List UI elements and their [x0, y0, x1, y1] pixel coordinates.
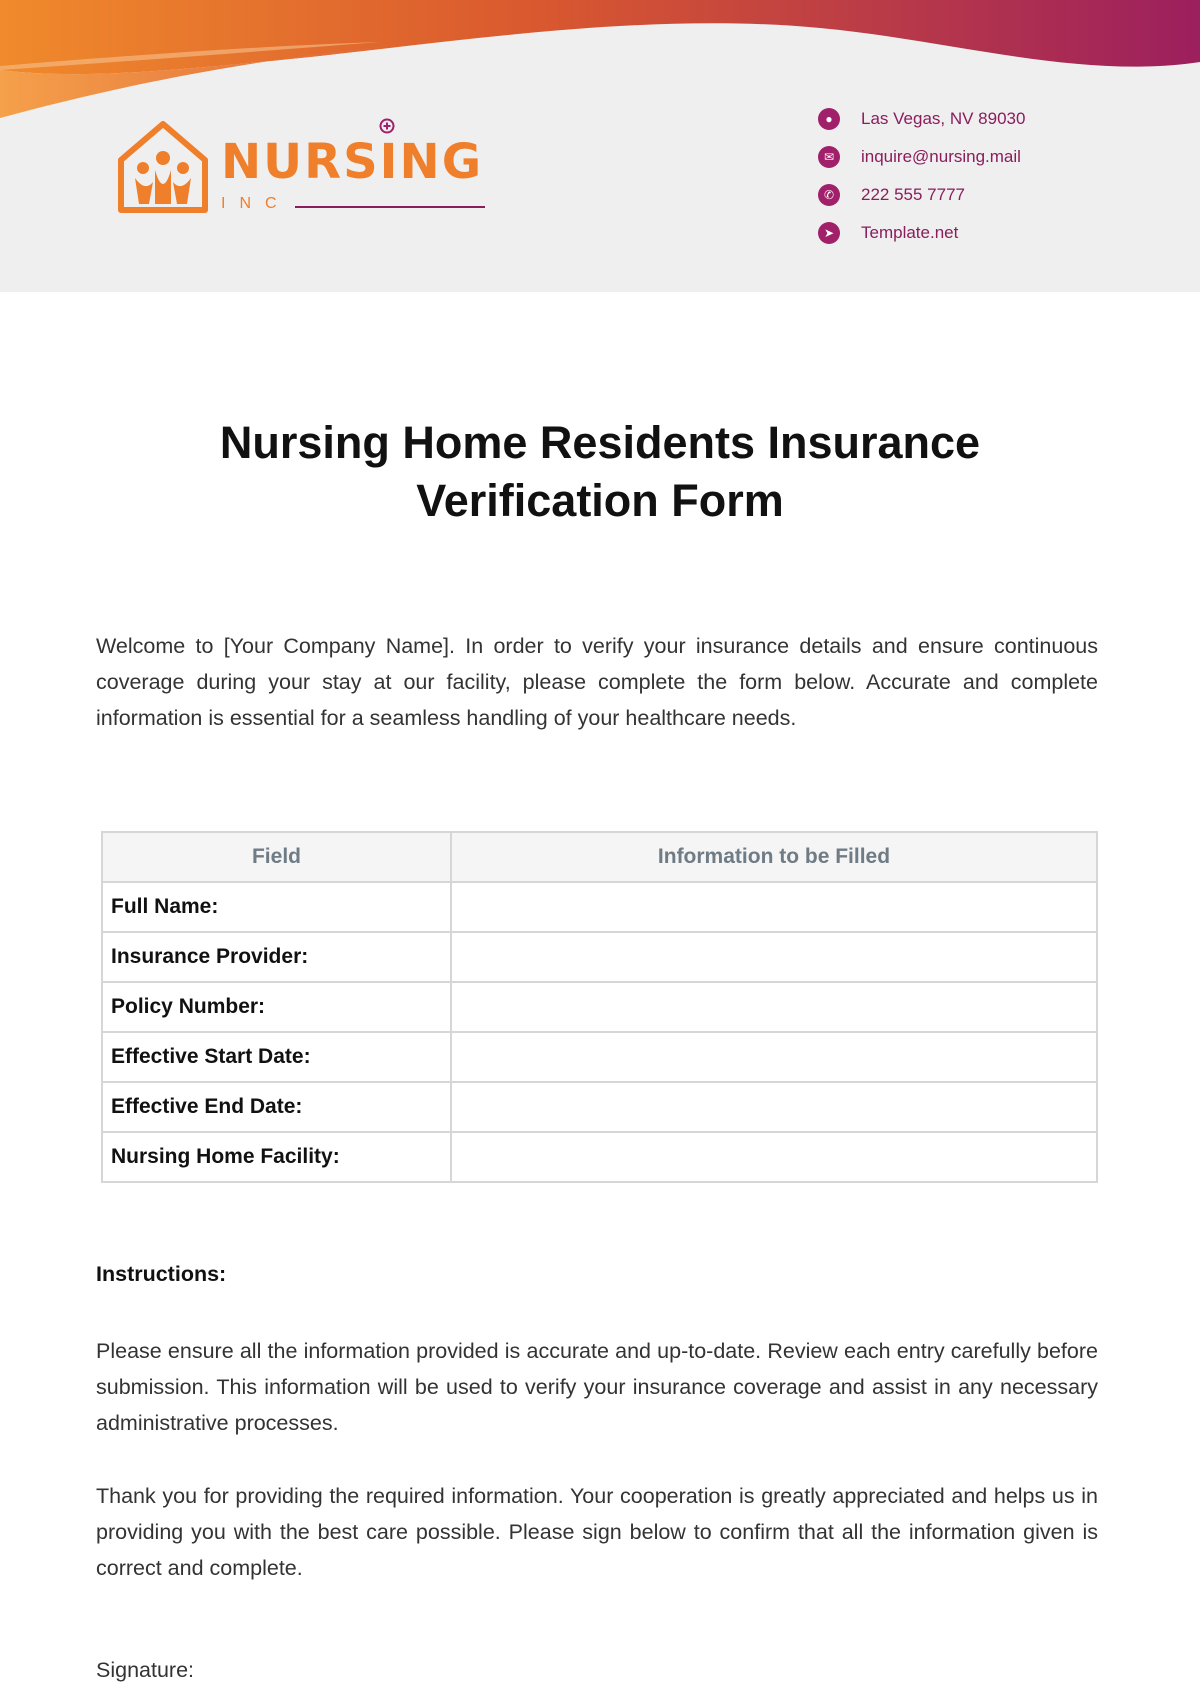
effective-end-date-field[interactable]	[451, 1082, 1097, 1132]
cursor-icon: ➤	[818, 222, 840, 244]
contact-phone-text[interactable]: 222 555 7777	[861, 185, 965, 204]
location-pin-icon: ●	[818, 108, 840, 130]
table-row	[102, 932, 1097, 982]
medical-plus-icon	[379, 118, 395, 134]
logo-subtitle: INC	[221, 195, 291, 212]
letterhead	[0, 0, 1200, 292]
logo-wordmark: NURSING	[221, 134, 484, 190]
table-row	[102, 1082, 1097, 1132]
logo-underline	[295, 206, 485, 208]
field-label-full-name: Full Name:	[102, 882, 451, 932]
table-row	[102, 1032, 1097, 1082]
verification-table	[101, 831, 1098, 1183]
contact-address	[818, 106, 1158, 144]
instructions-heading: Instructions:	[96, 1262, 227, 1286]
page-title: Nursing Home Residents Insurance Verification Form	[219, 417, 981, 526]
field-label-effective-end-date: Effective End Date:	[102, 1082, 451, 1132]
full-name-field[interactable]	[451, 882, 1097, 932]
contact-website-text[interactable]: Template.net	[861, 223, 959, 242]
company-logo	[115, 118, 495, 218]
contact-address-text: Las Vegas, NV 89030	[861, 109, 1026, 128]
contact-phone[interactable]	[818, 182, 1158, 220]
column-header-field: Field	[102, 832, 451, 882]
field-label-policy-number: Policy Number:	[102, 982, 451, 1032]
table-row	[102, 982, 1097, 1032]
contact-email-text[interactable]: inquire@nursing.mail	[861, 147, 1021, 166]
nursing-home-facility-field[interactable]	[451, 1132, 1097, 1182]
signature-label: Signature:	[96, 1658, 195, 1682]
table-row	[102, 1132, 1097, 1182]
effective-start-date-field[interactable]	[451, 1032, 1097, 1082]
phone-icon: ✆	[818, 184, 840, 206]
thanks-paragraph: Thank you for providing the required information. Your cooperation is greatly appreciated and helps us in providing you with the best care possible. Please sign below to confirm that all the information given is correct and complete.	[96, 1484, 1098, 1580]
contact-list	[818, 106, 1158, 258]
field-label-effective-start-date: Effective Start Date:	[102, 1032, 451, 1082]
mail-icon: ✉	[818, 146, 840, 168]
contact-email[interactable]	[818, 144, 1158, 182]
policy-number-field[interactable]	[451, 982, 1097, 1032]
insurance-provider-field[interactable]	[451, 932, 1097, 982]
instructions-paragraph: Please ensure all the information provided is accurate and up-to-date. Review each entry carefully before submission. This information will be used to verify your insurance coverage and assist in any necessary administrative processes.	[96, 1339, 1098, 1435]
field-label-insurance-provider: Insurance Provider:	[102, 932, 451, 982]
field-label-nursing-home-facility: Nursing Home Facility:	[102, 1132, 451, 1182]
contact-website[interactable]	[818, 220, 1158, 258]
table-header-row	[102, 832, 1097, 882]
table-row	[102, 882, 1097, 932]
intro-paragraph: Welcome to [Your Company Name]. In order to verify your insurance details and ensure continuous coverage during your stay at our facility, please complete the form below. Accurate and complete information is essential for a seamless handling of your healthcare needs.	[96, 634, 1098, 730]
house-people-icon	[115, 118, 211, 214]
column-header-information: Information to be Filled	[451, 832, 1097, 882]
